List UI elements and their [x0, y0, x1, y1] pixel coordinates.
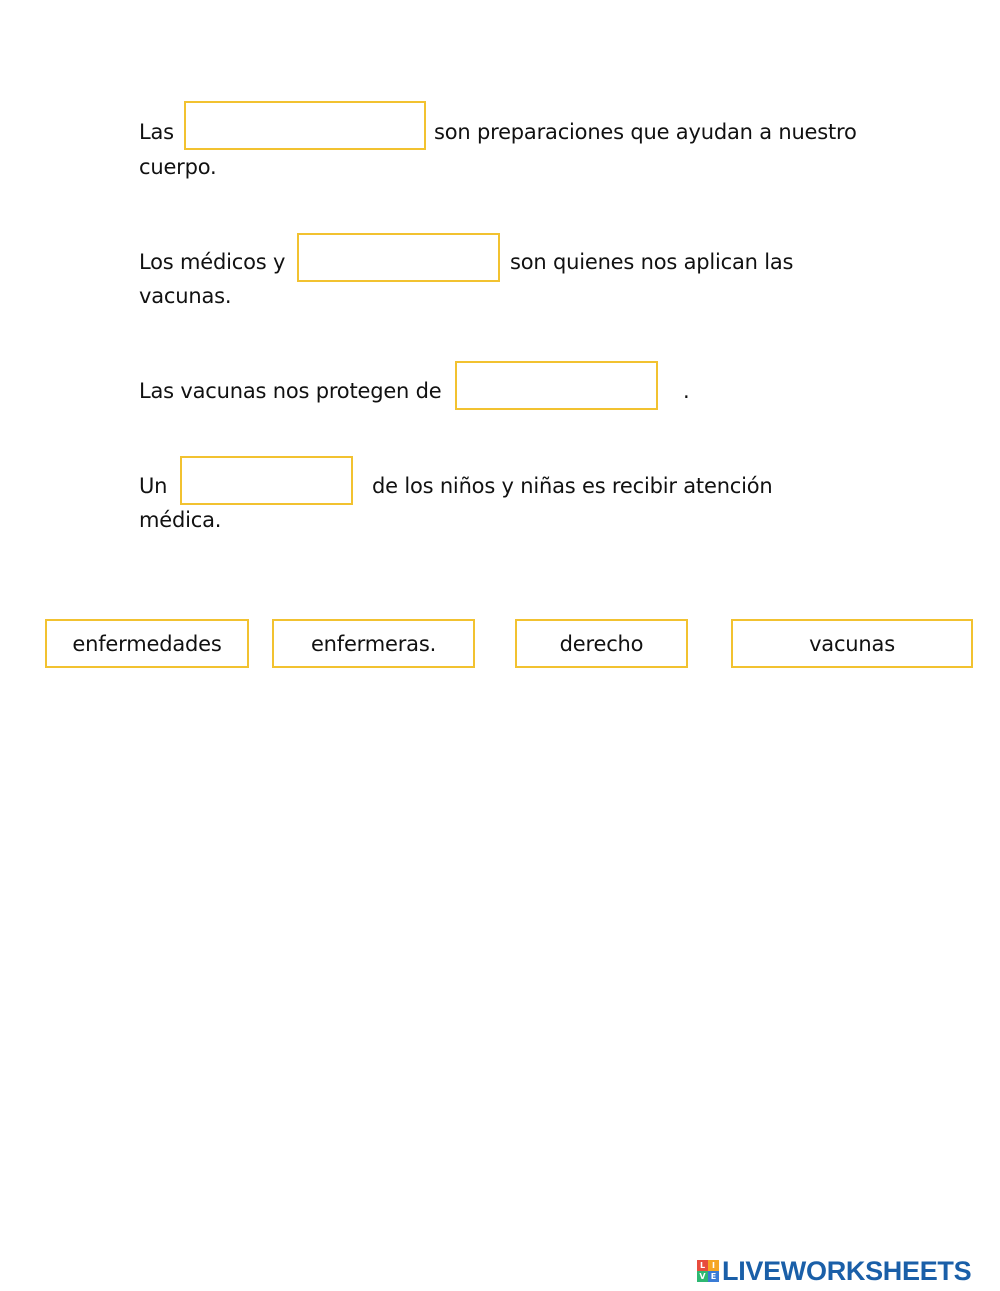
logo-wordmark: LIVEWORKSHEETS	[722, 1255, 972, 1286]
badge-letter-i: I	[708, 1260, 719, 1271]
badge-letter-e: E	[708, 1271, 719, 1282]
word-card-enfermeras[interactable]: enfermeras.	[272, 619, 475, 668]
sentence-1-before: Las	[139, 120, 174, 144]
answer-blank-2[interactable]	[297, 233, 500, 282]
sentence-4-before: Un	[139, 474, 168, 498]
live-badge-icon	[697, 1260, 719, 1282]
answer-blank-1[interactable]	[184, 101, 426, 150]
sentence-2-continuation: vacunas.	[139, 284, 232, 308]
sentence-4-after: de los niños y niñas es recibir atención	[372, 474, 773, 498]
word-card-enfermedades[interactable]: enfermedades	[45, 619, 249, 668]
sentence-1-continuation: cuerpo.	[139, 155, 217, 179]
sentence-2-before: Los médicos y	[139, 250, 286, 274]
badge-letter-l: L	[697, 1260, 708, 1271]
badge-letter-v: V	[697, 1271, 708, 1282]
word-card-derecho[interactable]: derecho	[515, 619, 688, 668]
answer-blank-3[interactable]	[455, 361, 658, 410]
sentence-3-after: .	[683, 379, 690, 403]
sentence-2-after: son quienes nos aplican las	[510, 250, 794, 274]
sentence-1-after: son preparaciones que ayudan a nuestro	[434, 120, 857, 144]
sentence-3-before: Las vacunas nos protegen de	[139, 379, 442, 403]
word-card-vacunas[interactable]: vacunas	[731, 619, 973, 668]
sentence-4-continuation: médica.	[139, 508, 222, 532]
answer-blank-4[interactable]	[180, 456, 353, 505]
liveworksheets-logo	[697, 1256, 971, 1286]
